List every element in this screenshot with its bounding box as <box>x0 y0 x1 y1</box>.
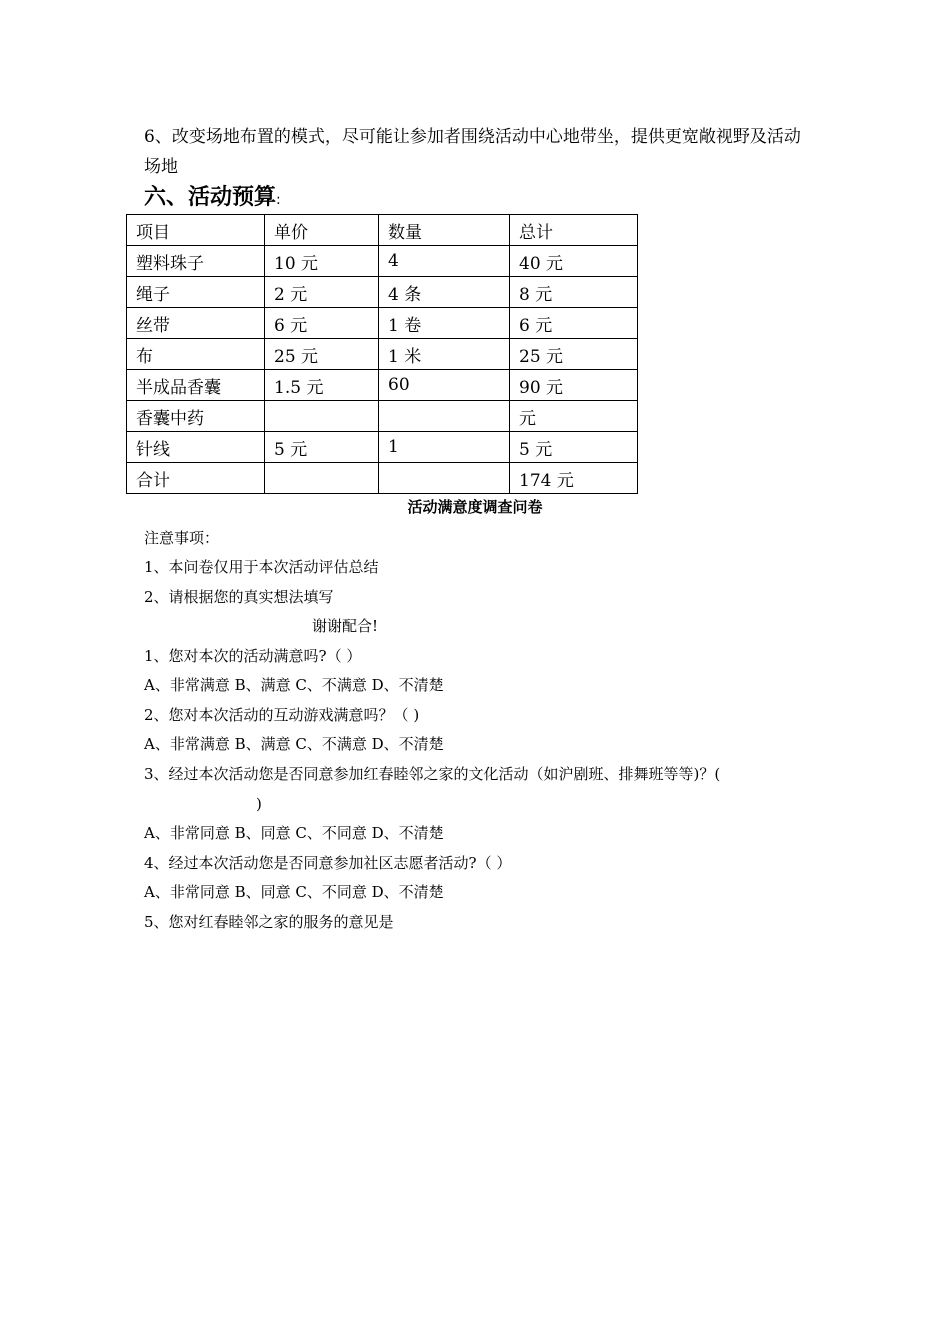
question-1: 1、您对本次的活动满意吗?（ ） <box>144 647 362 665</box>
table-cell: 1 卷 <box>379 308 510 339</box>
survey-title: 活动满意度调查问卷 <box>407 498 543 516</box>
table-cell: 10 元 <box>265 246 379 277</box>
header-cell-item: 项目 <box>127 215 265 246</box>
question-2-options: A、非常满意 B、满意 C、不满意 D、不清楚 <box>144 735 444 753</box>
question-3: 3、经过本次活动您是否同意参加红春睦邻之家的文化活动（如沪剧班、排舞班等等)？( <box>144 765 721 783</box>
table-cell: 塑料珠子 <box>127 246 265 277</box>
thanks-text: 谢谢配合! <box>312 617 379 635</box>
header-cell-total: 总计 <box>510 215 638 246</box>
question-1-options: A、非常满意 B、满意 C、不满意 D、不清楚 <box>144 676 444 694</box>
notice-item-1: 1、本问卷仅用于本次活动评估总结 <box>144 558 379 576</box>
table-cell: 90 元 <box>510 370 638 401</box>
table-cell: 1 <box>379 432 510 463</box>
notice-item-2: 2、请根据您的真实想法填写 <box>144 588 334 606</box>
table-cell: 25 元 <box>265 339 379 370</box>
question-3-continuation: ) <box>256 795 262 813</box>
table-cell: 5 元 <box>265 432 379 463</box>
table-cell: 香囊中药 <box>127 401 265 432</box>
table-cell: 4 <box>379 246 510 277</box>
table-cell: 元 <box>510 401 638 432</box>
table-cell: 丝带 <box>127 308 265 339</box>
section-title: 六、活动预算 <box>144 185 277 210</box>
table-cell: 针线 <box>127 432 265 463</box>
section-heading-budget <box>144 180 281 211</box>
header-cell-quantity: 数量 <box>379 215 510 246</box>
table-cell: 半成品香囊 <box>127 370 265 401</box>
table-row <box>127 370 638 401</box>
question-4: 4、经过本次活动您是否同意参加社区志愿者活动?（ ） <box>144 854 512 872</box>
question-3-options: A、非常同意 B、同意 C、不同意 D、不清楚 <box>144 824 444 842</box>
table-cell: 合计 <box>127 463 265 494</box>
table-row <box>127 277 638 308</box>
table-cell: 6 元 <box>265 308 379 339</box>
header-cell-unit-price: 单价 <box>265 215 379 246</box>
question-2: 2、您对本次活动的互动游戏满意吗？（ ) <box>144 706 420 724</box>
table-row <box>127 401 638 432</box>
notice-label: 注意事项： <box>144 529 220 547</box>
section-title-colon: : <box>276 192 281 208</box>
table-cell <box>265 463 379 494</box>
table-cell: 8 元 <box>510 277 638 308</box>
question-4-options: A、非常同意 B、同意 C、不同意 D、不清楚 <box>144 883 444 901</box>
table-cell: 4 条 <box>379 277 510 308</box>
table-cell: 60 <box>379 370 510 401</box>
table-cell <box>265 401 379 432</box>
table-cell: 2 元 <box>265 277 379 308</box>
table-cell <box>379 401 510 432</box>
table-cell: 25 元 <box>510 339 638 370</box>
table-cell <box>379 463 510 494</box>
table-cell: 40 元 <box>510 246 638 277</box>
table-cell: 6 元 <box>510 308 638 339</box>
table-cell: 1.5 元 <box>265 370 379 401</box>
table-cell: 布 <box>127 339 265 370</box>
table-cell: 绳子 <box>127 277 265 308</box>
table-header-row <box>127 215 638 246</box>
table-cell: 5 元 <box>510 432 638 463</box>
table-row <box>127 308 638 339</box>
table-row <box>127 432 638 463</box>
budget-table <box>126 214 638 494</box>
table-cell: 1 米 <box>379 339 510 370</box>
table-cell: 174 元 <box>510 463 638 494</box>
table-row <box>127 339 638 370</box>
paragraph-item-6: 6、改变场地布置的模式，尽可能让参加者围绕活动中心地带坐，提供更宽敞视野及活动场地 <box>144 127 801 177</box>
question-5: 5、您对红春睦邻之家的服务的意见是 <box>144 913 394 931</box>
table-row <box>127 246 638 277</box>
table-total-row <box>127 463 638 494</box>
